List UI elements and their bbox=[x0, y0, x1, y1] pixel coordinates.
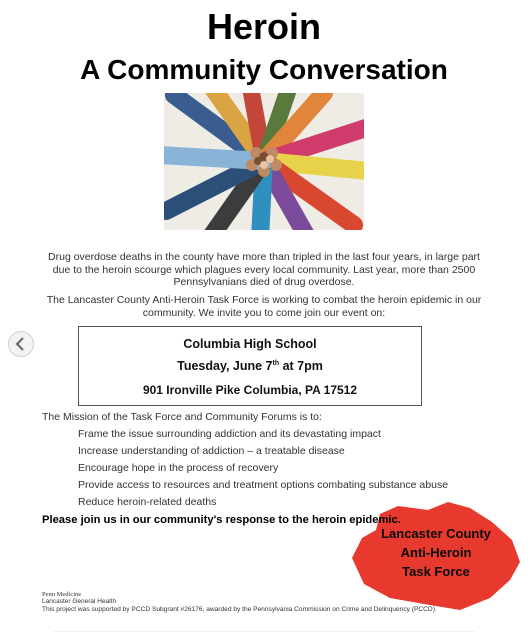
task-force-line-3: Task Force bbox=[402, 564, 470, 579]
hands-photo bbox=[164, 93, 364, 230]
intro-paragraph-2: The Lancaster County Anti-Heroin Task Force is working to combat the heroin epidemic in our community. We invite you to come join our event on: bbox=[46, 294, 482, 319]
intro-paragraph-1: Drug overdose deaths in the county have more than tripled in the last four years, in large part due to the heroin scourge which plagues every local community. Last year, more than 2500 Pennsylvanians died of drug overdose. bbox=[48, 251, 480, 288]
mission-item: Encourage hope in the process of recovery bbox=[78, 462, 279, 474]
funding-footer: This project was supported by PCCD Subgrant #26176, awarded by the Pennsylvania Commission on Crime and Delinquency (PCCD). bbox=[42, 606, 437, 613]
task-force-line-2: Anti-Heroin bbox=[400, 545, 472, 560]
call-to-action: Please join us in our community's response to the heroin epidemic. bbox=[42, 514, 401, 526]
event-address: 901 Ironville Pike Columbia, PA 17512 bbox=[142, 383, 358, 397]
event-date-suffix: th bbox=[272, 359, 280, 367]
sponsor-logo-line-1: Penn Medicine bbox=[42, 591, 82, 598]
bottom-divider bbox=[54, 631, 474, 632]
event-time: at 7pm bbox=[279, 359, 323, 373]
event-venue: Columbia High School bbox=[183, 337, 317, 351]
page-title: Heroin bbox=[206, 6, 321, 47]
event-date bbox=[79, 359, 421, 373]
mission-item: Increase understanding of addiction – a treatable disease bbox=[78, 445, 345, 457]
mission-item: Provide access to resources and treatment options combating substance abuse bbox=[78, 479, 449, 491]
mission-heading: The Mission of the Task Force and Community Forums is to: bbox=[42, 411, 322, 423]
sponsor-logo-line-2: Lancaster General Health bbox=[42, 598, 117, 605]
event-date-prefix: Tuesday, June 7 bbox=[177, 359, 273, 373]
event-details-box bbox=[78, 326, 422, 406]
previous-button[interactable] bbox=[8, 331, 34, 357]
mission-item: Reduce heroin-related deaths bbox=[78, 496, 217, 508]
task-force-line-1: Lancaster County bbox=[381, 526, 491, 541]
page-subtitle: A Community Conversation bbox=[80, 54, 448, 85]
chevron-left-icon bbox=[9, 332, 33, 356]
mission-item: Frame the issue surrounding addiction and its devastating impact bbox=[78, 428, 381, 440]
